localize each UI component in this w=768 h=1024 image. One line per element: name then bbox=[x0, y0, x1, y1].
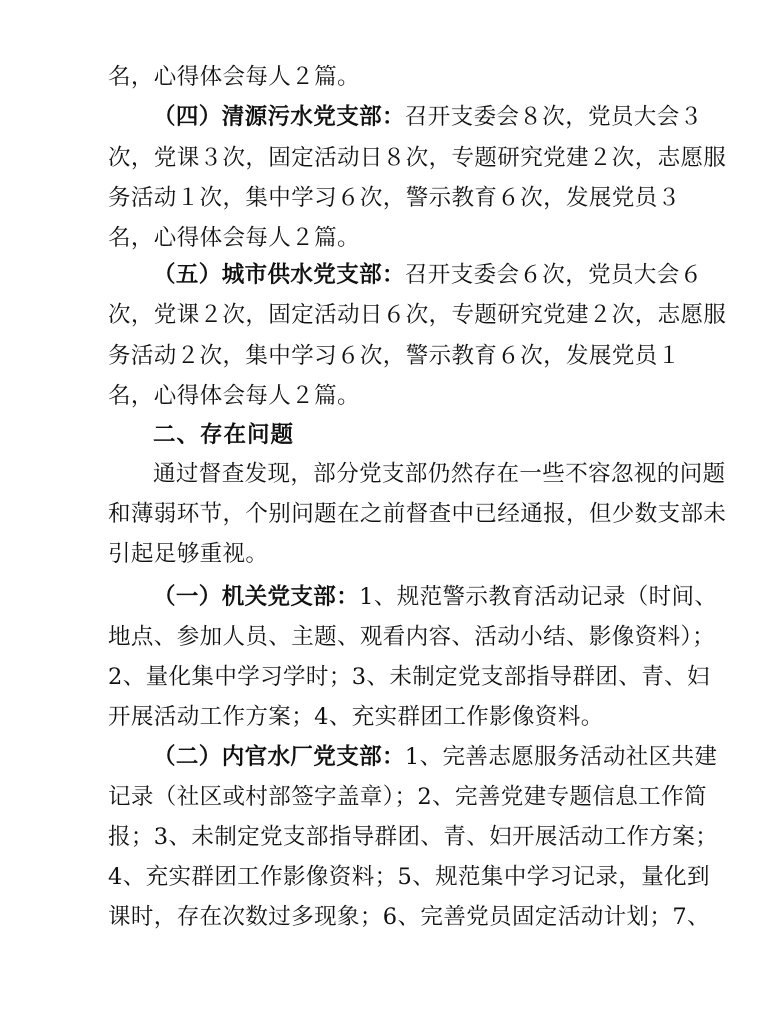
paragraph-line bbox=[153, 258, 703, 292]
paragraph-line bbox=[153, 100, 703, 134]
paragraph-line: 次，党课２次，固定活动日６次，专题研究党建２次，志愿服 bbox=[108, 302, 727, 328]
paragraph-line: 地点、参加人员、主题、观看内容、活动小结、影像资料）； bbox=[108, 624, 716, 650]
paragraph-line: 课时，存在次数过多现象；6、完善党员固定活动计划；7、 bbox=[108, 904, 710, 930]
paragraph-line: 开展活动工作方案；4、充实群团工作影像资料。 bbox=[108, 704, 604, 730]
paragraph-line bbox=[153, 580, 718, 614]
branch-label: （二）内官水厂党支部： bbox=[153, 744, 405, 770]
branch-label: （五）城市供水党支部： bbox=[153, 262, 405, 288]
paragraph-line: 4、充实群团工作影像资料；5、规范集中学习记录，量化到 bbox=[108, 864, 710, 890]
paragraph-line: 名，心得体会每人２篇。 bbox=[108, 64, 360, 90]
section-heading: 二、存在问题 bbox=[153, 422, 295, 448]
paragraph-line: 和薄弱环节，个别问题在之前督查中已经通报，但少数支部未 bbox=[108, 501, 727, 527]
paragraph-line: 名，心得体会每人２篇。 bbox=[108, 225, 360, 251]
paragraph-line: 通过督查发现，部分党支部仍然存在一些不容忽视的问题 bbox=[153, 461, 726, 487]
paragraph-text: 召开支委会８次，党员大会３ bbox=[404, 104, 703, 130]
paragraph-line: 报；3、未制定党支部指导群团、青、妇开展活动工作方案； bbox=[108, 824, 719, 850]
paragraph-line: 务活动２次，集中学习６次，警示教育６次，发展党员１ bbox=[108, 343, 681, 369]
paragraph-text: 1、规范警示教育活动记录（时间、 bbox=[359, 584, 718, 610]
paragraph-line: 记录（社区或村部签字盖章）；2、完善党建专题信息工作简 bbox=[108, 784, 707, 810]
paragraph-line: 2、量化集中学习学时；3、未制定党支部指导群团、青、妇 bbox=[108, 664, 710, 690]
branch-label: （一）机关党支部： bbox=[153, 584, 360, 610]
paragraph-line: 名，心得体会每人２篇。 bbox=[108, 383, 360, 409]
paragraph-text: 召开支委会６次，党员大会６ bbox=[404, 262, 703, 288]
paragraph-text: 1、完善志愿服务活动社区共建 bbox=[404, 744, 718, 770]
paragraph-line: 务活动１次，集中学习６次，警示教育６次，发展党员３ bbox=[108, 185, 681, 211]
paragraph-line: 次，党课３次，固定活动日８次，专题研究党建２次，志愿服 bbox=[108, 145, 727, 171]
branch-label: （四）清源污水党支部： bbox=[153, 104, 405, 130]
paragraph-line: 引起足够重视。 bbox=[108, 541, 269, 567]
paragraph-line bbox=[153, 740, 718, 774]
